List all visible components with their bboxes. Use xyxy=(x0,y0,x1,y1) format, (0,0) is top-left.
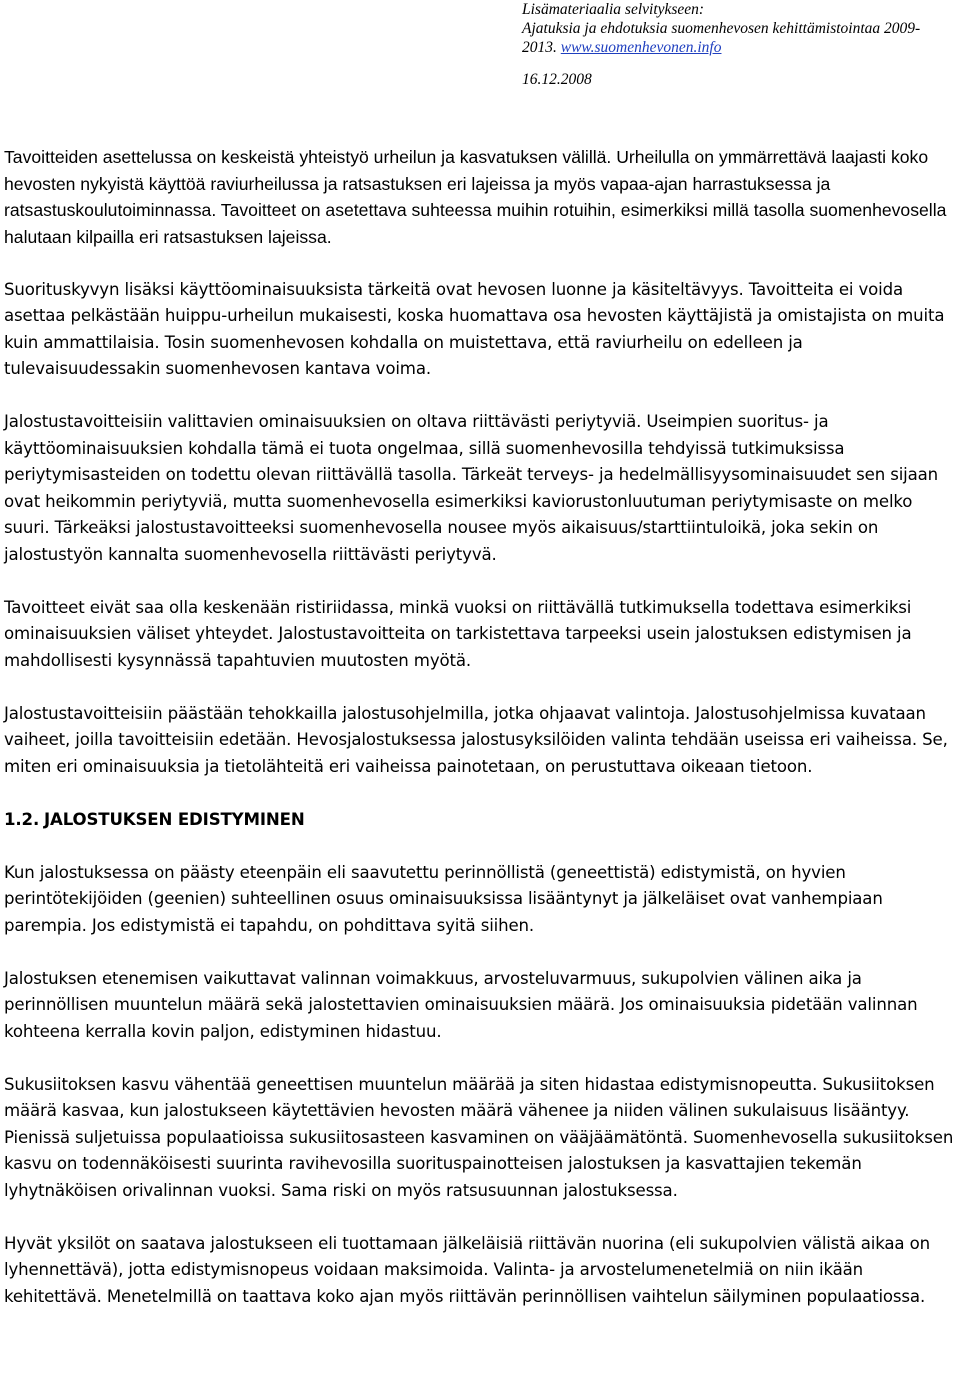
section-number: 1.2. xyxy=(4,809,40,829)
header-year: 2013. xyxy=(522,39,561,56)
paragraph-1: Tavoitteiden asettelussa on keskeistä yhteistyö urheilun ja kasvatuksen välillä. Urheilulla on ymmärrettävä laajasti koko hevosten nykyistä käyttöä raviurheilussa ja ratsastuksen eri lajeissa ja myös vapaa-ajan harrastuksessa ja ratsastuskoulutoiminnassa. Tavoitteet on asetettava suhteessa muihin rotuihin, esimerkiksi millä tasolla suomenhevosella halutaan kilpailla eri ratsastuksen lajeissa. xyxy=(4,147,947,247)
header-line-3 xyxy=(522,38,958,57)
section-heading xyxy=(4,807,959,834)
paragraph-3: Jalostustavoitteisiin valittavien ominaisuuksien on oltava riittävästi periytyviä. Useimpien suoritus- ja käyttöominaisuuksien kohdalla tämä ei tuota ongelmaa, sillä suomenhevosilla tehdyissä tutkimuksissa periytymisasteiden on todettu olevan riittävällä tasolla. Tärkeät terveys- ja hedelmällisyysominaisuudet sen sijaan ovat heikommin periytyviä, mutta suomenhevosella esimerkiksi kaviorustonluutuman periytymisaste on melko suuri. Tärkeäksi jalostustavoitteeksi suomenhevosella nousee myös aikaisuus/starttiintuloikä, joka sekin on jalostustyön kannalta suomenhevosella riittävästi periytyvä. xyxy=(4,412,939,564)
section-title: JALOSTUKSEN EDISTYMINEN xyxy=(44,809,305,829)
paragraph-4: Tavoitteet eivät saa olla keskenään ristiriidassa, minkä vuoksi on riittävällä tutkimuksella todettava esimerkiksi ominaisuuksien väliset yhteydet. Jalostustavoitteita on tarkistettava tarpeeksi usein jalostuksen edistymisen ja mahdollisesti kysynnässä tapahtuvien muutosten myötä. xyxy=(4,597,912,670)
paragraph-5: Jalostustavoitteisiin päästään tehokkailla jalostusohjelmilla, jotka ohjaavat valintoja. Jalostusohjelmissa kuvataan vaiheet, joilla tavoitteisiin edetään. Hevosjalostuksessa jalostusyksilöiden valinta tehdään useissa eri vaiheissa. Se, miten eri ominaisuuksia ja tietolähteitä eri vaiheissa painotetaan, on perustuttava oikeaan tietoon. xyxy=(4,703,948,776)
document-header xyxy=(522,0,958,57)
paragraph-9: Hyvät yksilöt on saatava jalostukseen eli tuottamaan jälkeläisiä riittävän nuorina (eli sukupolvien välistä aikaa on lyhennettävä), jotta edistymisnopeus voidaan maksimoida. Valinta- ja arvostelumenetelmiä on niin ikään kehitettävä. Menetelmillä on taattava koko ajan myös riittävän perinnöllisen vaihtelun säilyminen populaatiossa. xyxy=(4,1233,930,1306)
document-body xyxy=(4,144,959,1337)
paragraph-8: Sukusiitoksen kasvu vähentää geneettisen muuntelun määrää ja siten hidastaa edistymisnopeutta. Sukusiitoksen määrä kasvaa, kun jalostukseen käytettävien hevosten määrä vähenee ja niiden välinen sukulaisuus lisääntyy. Pienissä suljetuissa populaatioissa sukusiitosasteen kasvaminen on vääjäämätöntä. Suomenhevosella sukusiitoksen kasvu on todennäköisesti suurinta ravihevosilla suorituspainotteisen jalostuksen ja kasvattajien tekemän lyhytnäköisen orivalinnan vuoksi. Sama riski on myös ratsusuunnan jalostuksessa. xyxy=(4,1074,954,1200)
paragraph-6: Kun jalostuksessa on päästy eteenpäin eli saavutettu perinnöllistä (geneettistä) edistymistä, on hyvien perintötekijöiden (geenien) suhteellinen osuus ominaisuuksissa lisääntynyt ja jälkeläiset ovat vanhempiaan parempia. Jos edistymistä ei tapahdu, on pohdittava syitä siihen. xyxy=(4,862,883,935)
paragraph-2: Suorituskyvyn lisäksi käyttöominaisuuksista tärkeitä ovat hevosen luonne ja käsiteltävyys. Tavoitteita ei voida asettaa pelkästään huippu-urheilun mukaisesti, koska huomattava osa hevosten käyttäjistä ja omistajista on muita kuin ammattilaisia. Tosin suomenhevosen kohdalla on muistettava, että raviurheilu on edelleen ja tulevaisuudessakin suomenhevosen kantava voima. xyxy=(4,279,945,378)
website-link[interactable]: www.suomenhevonen.info xyxy=(560,39,722,56)
header-line-2: Ajatuksia ja ehdotuksia suomenhevosen kehittämistointaa 2009- xyxy=(522,20,921,37)
header-line-1: Lisämateriaalia selvitykseen: xyxy=(522,1,705,18)
header-date: 16.12.2008 xyxy=(522,71,592,88)
paragraph-7: Jalostuksen etenemisen vaikuttavat valinnan voimakkuus, arvosteluvarmuus, sukupolvien välinen aika ja perinnöllisen muuntelun määrä sekä jalostettavien ominaisuuksien määrä. Jos ominaisuuksia pidetään valinnan kohteena kerralla kovin paljon, edistyminen hidastuu. xyxy=(4,968,918,1041)
